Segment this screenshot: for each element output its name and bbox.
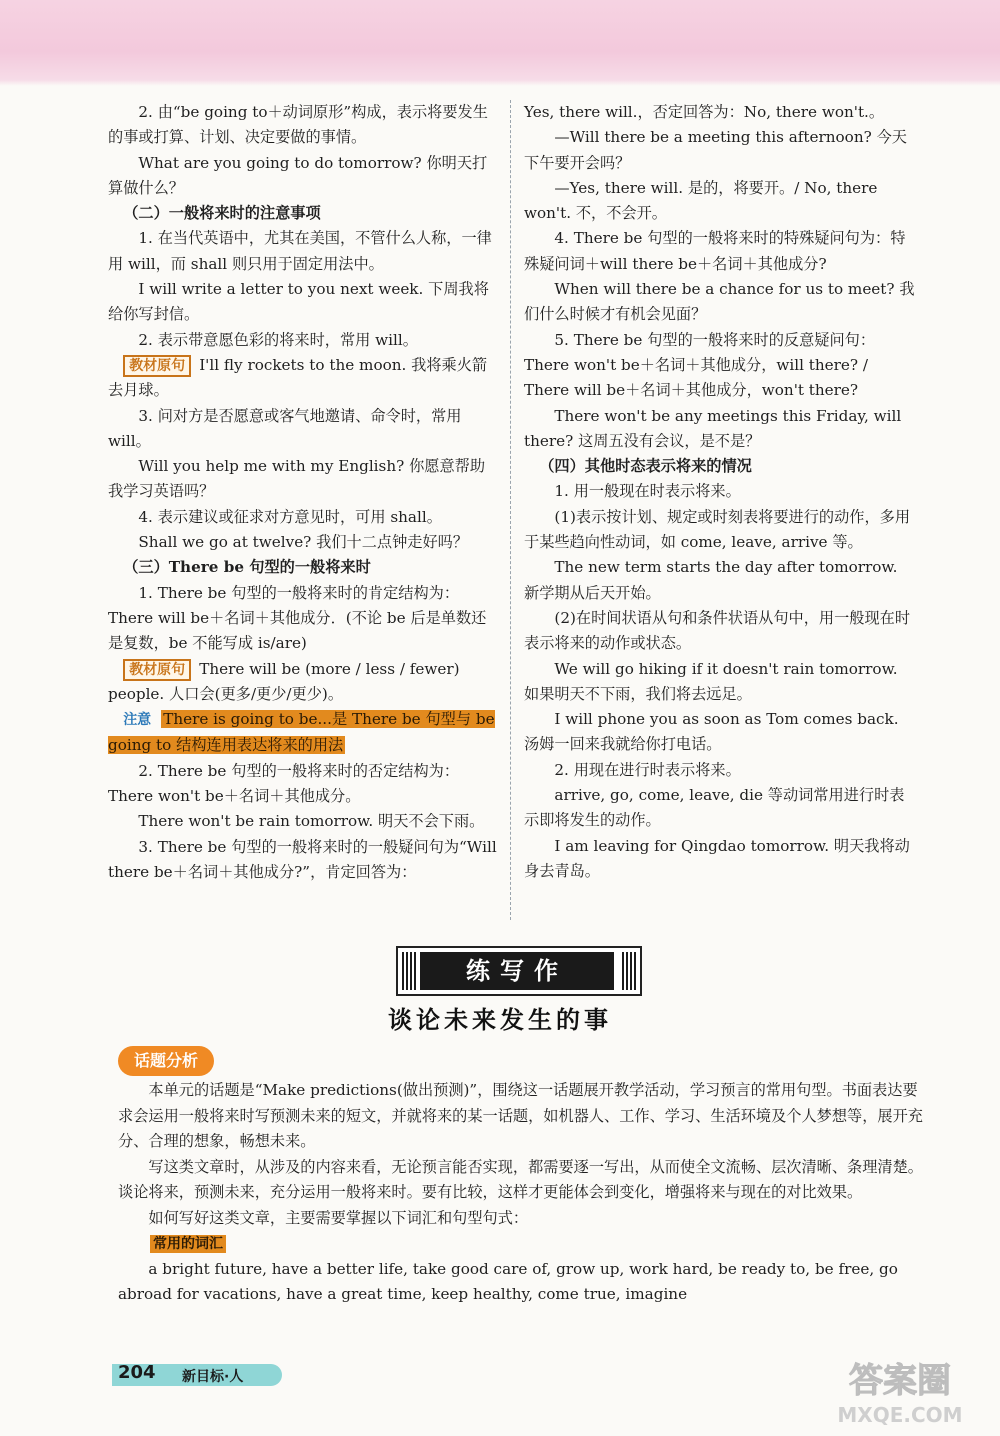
banner-stripes-left xyxy=(402,952,416,990)
textbook-quote xyxy=(108,657,498,708)
paragraph: I will write a letter to you next week. 下周我将给你写封信。 xyxy=(108,280,489,324)
paragraph: Will you help me with my English? 你愿意帮助我学习英语吗？ xyxy=(108,457,486,501)
header-band xyxy=(0,0,1000,86)
paragraph: 3. 问对方是否愿意或客气地邀请、命令时，常用 will。 xyxy=(108,406,462,450)
banner-stripes-right xyxy=(622,952,636,990)
vocab-heading xyxy=(118,1231,930,1257)
paragraph: 2. There be 句型的一般将来时的否定结构为：There won't be＋名词＋其他成分。 xyxy=(108,761,460,806)
writing-banner xyxy=(396,946,642,996)
column-divider xyxy=(510,100,511,920)
paragraph: 1. 用一般现在时表示将来。 xyxy=(554,482,741,501)
note-highlight: There is going to be...是 There be 句型与 be going to 结构连用表达将来的用法 xyxy=(108,710,495,755)
watermark-logo xyxy=(812,1352,988,1430)
paragraph: Yes, there will.，否定回答为：No, there won't.。 xyxy=(524,103,885,121)
watermark-chars: 答案圈 xyxy=(849,1361,951,1401)
page-number: 204 xyxy=(118,1362,156,1383)
quote-text: I'll fly rockets to the moon. 我将乘火箭去月球。 xyxy=(108,355,488,400)
paragraph: 4. There be 句型的一般将来时的特殊疑问句为：特殊疑问词＋will there be＋名词＋其他成分? xyxy=(524,229,906,273)
note-label: 注意 xyxy=(123,712,152,729)
paragraph: 2. 表示带意愿色彩的将来时，常用 will。 xyxy=(138,330,418,349)
paragraph: 写这类文章时，从涉及的内容来看，无论预言能否实现，都需要逐一写出，从而使全文流畅、层次清晰、条理清楚。谈论将来，预测未来，充分运用一般将来时。要有比较，这样才更能体会到变化，增强将来与现在的对比效果。 xyxy=(118,1157,923,1201)
paragraph: 2. 由“be going to＋动词原形”构成，表示将要发生的事或打算、计划、决定要做的事情。 xyxy=(108,103,488,147)
paragraph: 2. 用现在进行时表示将来。 xyxy=(554,760,741,779)
paragraph: 本单元的话题是“Make predictions(做出预测)”，围绕这一话题展开教学活动，学习预言的常用句型。书面表达要求会运用一般将来时写预测未来的短文，并就将来的某一话题，如机器人、工作、学习、生活环境及个人梦想等，展开充分、合理的想象，畅想未来。 xyxy=(118,1081,923,1150)
paragraph: 4. 表示建议或征求对方意见时，可用 shall。 xyxy=(138,507,442,526)
paragraph: 1. 在当代英语中，尤其在美国，不管什么人称，一律用 will，而 shall 则只用于固定用法中。 xyxy=(108,229,492,273)
paragraph: I will phone you as soon as Tom comes back. 汤姆一回来我就给你打电话。 xyxy=(524,710,899,754)
paragraph: What are you going to do tomorrow? 你明天打算做什么？ xyxy=(108,153,488,197)
paragraph: We will go hiking if it doesn't rain tomorrow. 如果明天不下雨，我们将去远足。 xyxy=(524,659,898,703)
paragraph: 如何写好这类文章，主要需要掌握以下词汇和句型句式： xyxy=(148,1208,529,1227)
left-column xyxy=(108,100,498,885)
writing-banner-title: 练写作 xyxy=(420,952,614,990)
textbook-quote xyxy=(108,353,498,404)
textbook-tag: 教材原句 xyxy=(123,355,191,377)
paragraph: There won't be rain tomorrow. 明天不会下雨。 xyxy=(138,812,485,831)
section-heading: （三）There be 句型的一般将来时 xyxy=(123,558,371,577)
paragraph: Shall we go at twelve? 我们十二点钟走好吗？ xyxy=(138,533,469,552)
watermark-url: MXQE.COM xyxy=(837,1403,963,1427)
quote-text: There will be (more / less / fewer) people. 人口会(更多/更少/更少)。 xyxy=(108,659,460,703)
paragraph: The new term starts the day after tomorrow. 新学期从后天开始。 xyxy=(524,558,898,602)
paragraph: (1)表示按计划、规定或时刻表将要进行的动作，多用于某些趋向性动词，如 come, leave, arrive 等。 xyxy=(524,507,911,552)
paragraph: —Will there be a meeting this afternoon? 今天下午要开会吗？ xyxy=(524,128,907,172)
section-heading: （四）其他时态表示将来的情况 xyxy=(539,457,752,476)
right-column xyxy=(524,100,916,884)
writing-body xyxy=(118,1078,930,1308)
vocab-label: 常用的词汇 xyxy=(150,1235,226,1253)
vocab-list: a bright future, have a better life, take good care of, grow up, work hard, be ready to, be free, go abroad for vacations, have a great time, keep healthy, come true, imagine xyxy=(118,1259,898,1303)
paragraph: I am leaving for Qingdao tomorrow. 明天我将动身去青岛。 xyxy=(524,836,910,880)
writing-subtitle: 谈论未来发生的事 xyxy=(388,1006,612,1034)
paragraph: There won't be any meetings this Friday, will there? 这周五没有会议，是不是？ xyxy=(524,406,902,450)
paragraph: (2)在时间状语从句和条件状语从句中，用一般现在时表示将来的动作或状态。 xyxy=(524,608,911,653)
section-heading: （二）一般将来时的注意事项 xyxy=(123,204,321,223)
paragraph: When will there be a chance for us to meet? 我们什么时候才有机会见面？ xyxy=(524,280,915,324)
paragraph: 5. There be 句型的一般将来时的反意疑问句：There won't be＋名词＋其他成分，will there? / There will be＋名词＋其他成分，won't there? xyxy=(524,330,876,400)
note xyxy=(108,707,498,759)
textbook-tag: 教材原句 xyxy=(123,659,191,681)
topic-analysis-badge: 话题分析 xyxy=(118,1046,214,1076)
paragraph: 3. There be 句型的一般将来时的一般疑问句为“Will there be＋名词＋其他成分?”，肯定回答为： xyxy=(108,837,497,881)
paragraph: —Yes, there will. 是的，将要开。/ No, there won't. 不，不会开。 xyxy=(524,178,878,223)
paragraph: 1. There be 句型的一般将来时的肯定结构为：There will be＋名词＋其他成分．(不论 be 后是单数还是复数，be 不能写成 is/are) xyxy=(108,583,487,653)
series-label: 新目标·人 xyxy=(182,1369,244,1385)
paragraph: arrive, go, come, leave, die 等动词常用进行时表示即将发生的动作。 xyxy=(524,786,905,830)
